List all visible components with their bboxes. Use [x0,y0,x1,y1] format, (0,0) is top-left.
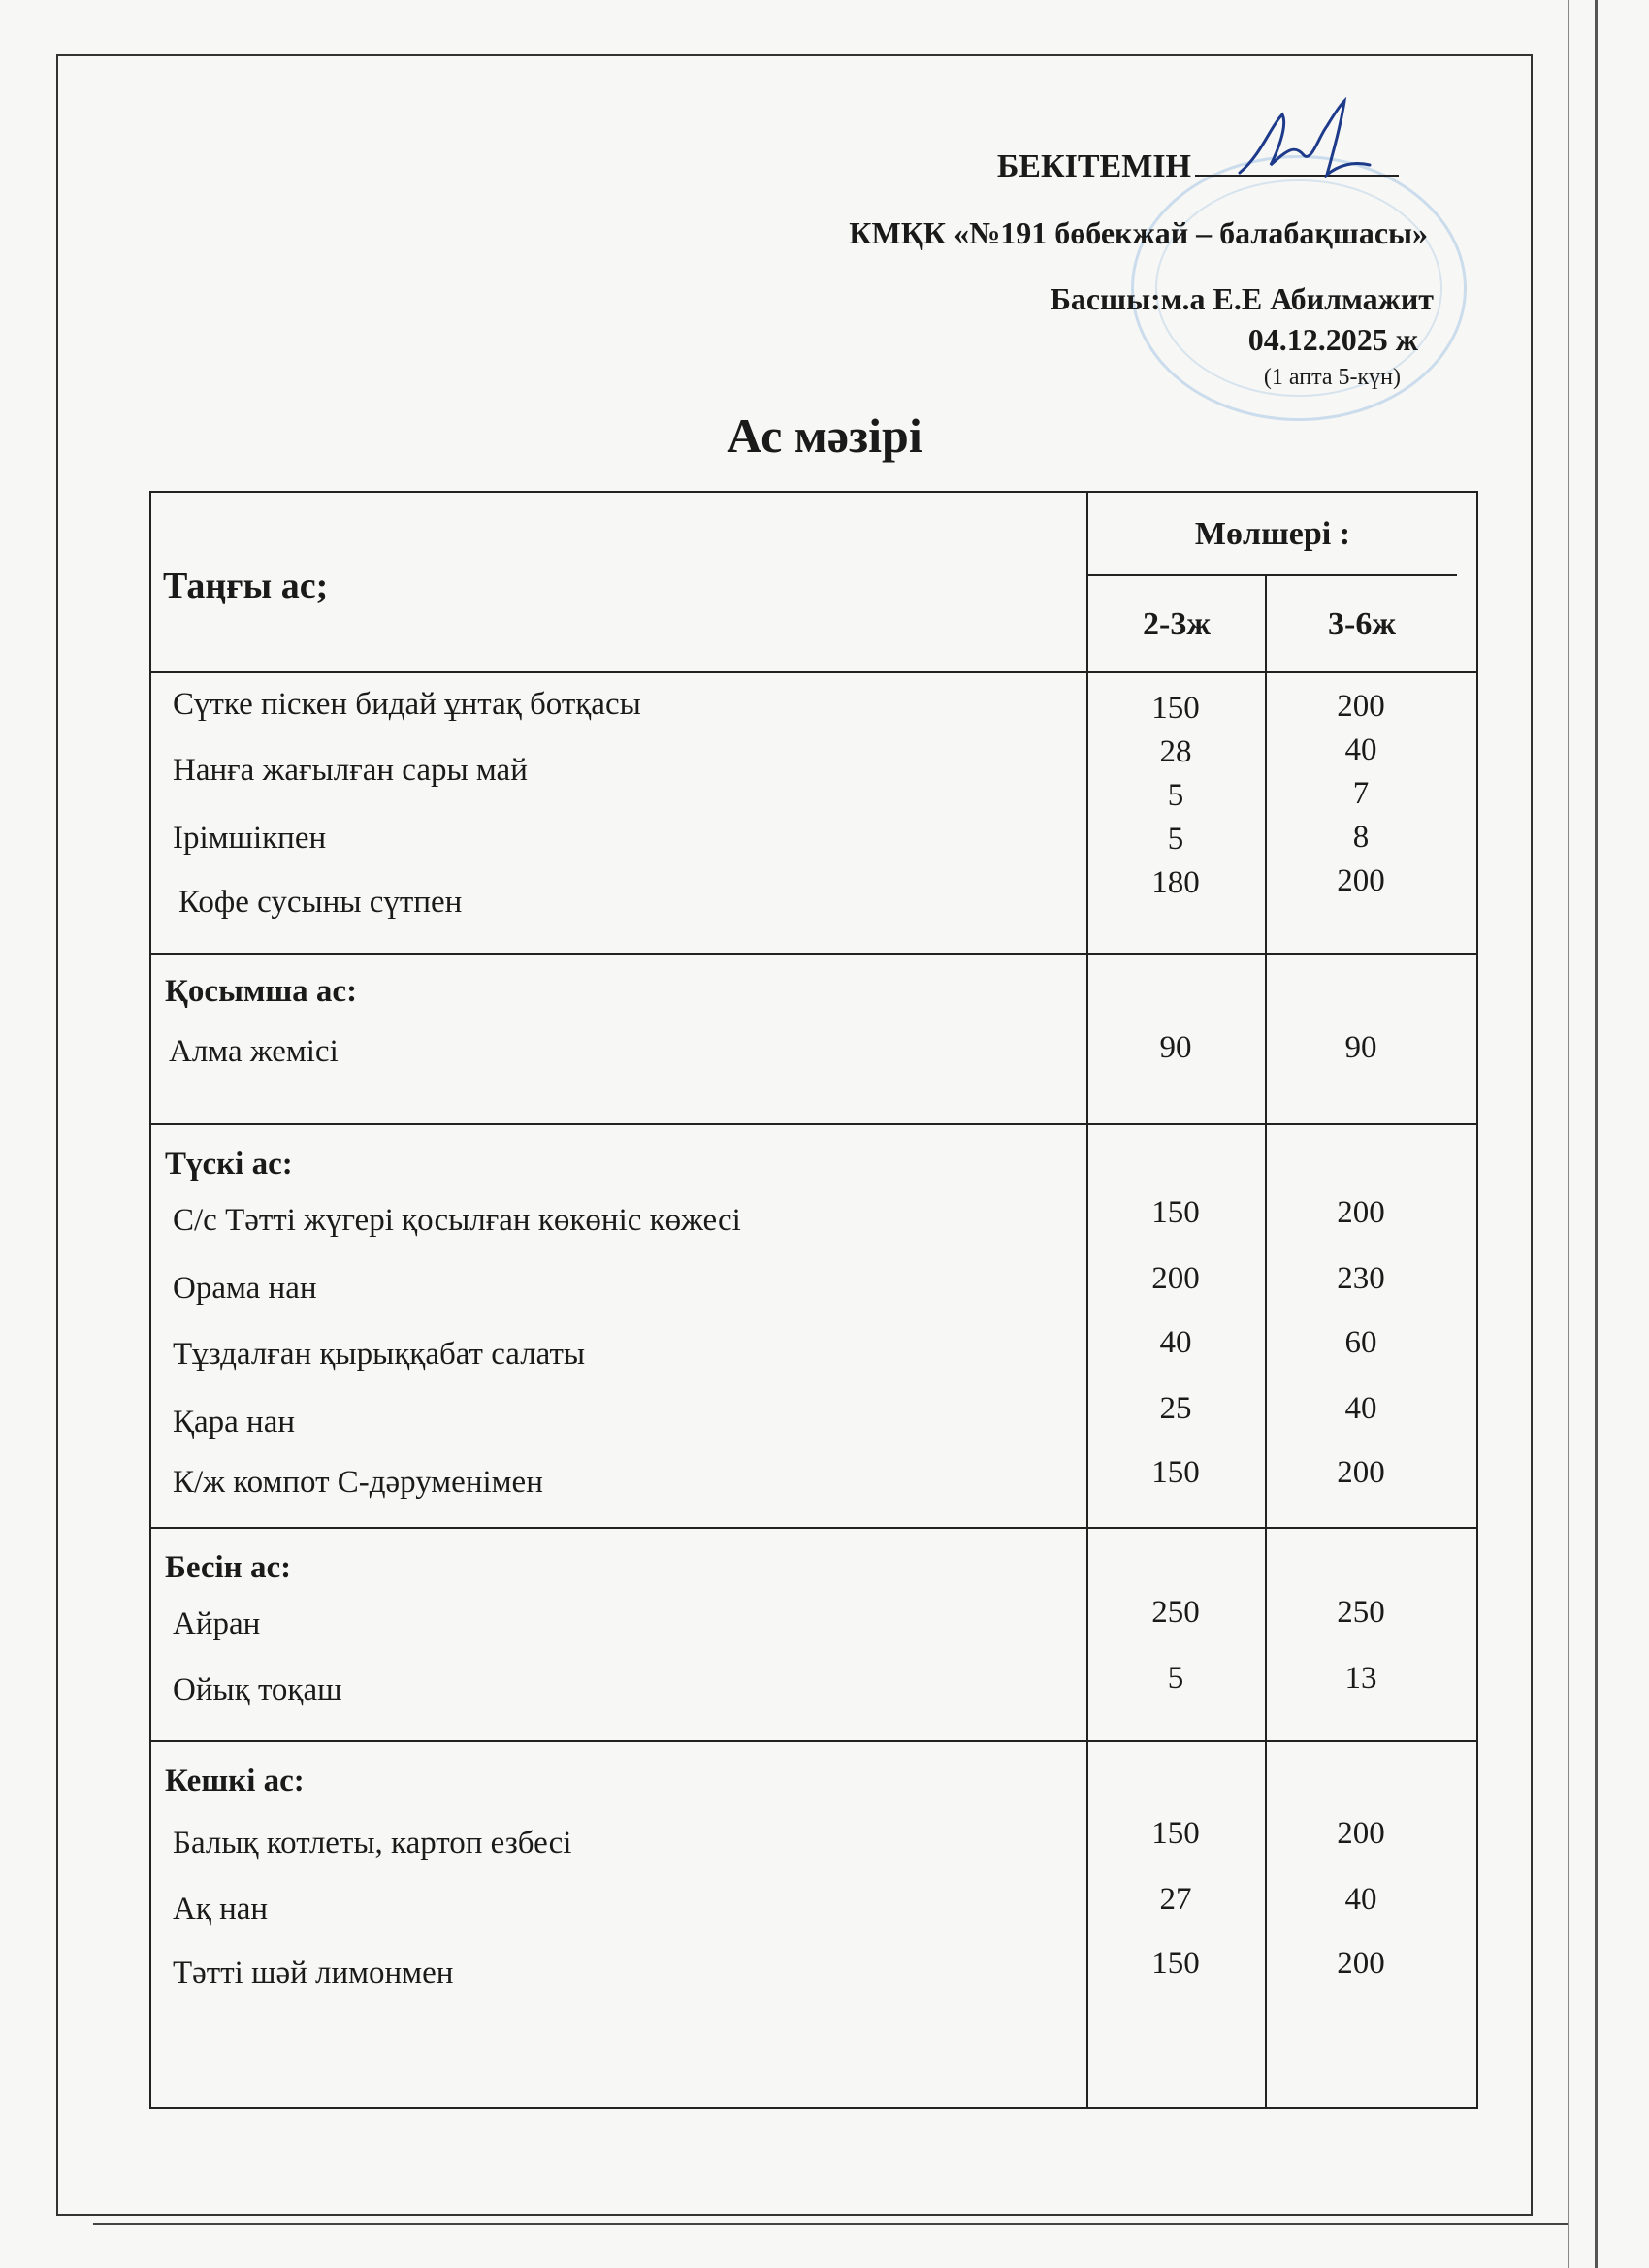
breakfast-title: Таңғы ас; [163,566,329,606]
afternoon-title: Бесін ас: [165,1550,292,1585]
afternoon-section [149,1527,1478,1740]
quantity-value: 150 [1151,1816,1200,1851]
quantity-value: 5 [1167,1661,1184,1696]
list-item: Тәтті шәй лимонмен [173,1956,454,1991]
quantity-value: 200 [1337,1455,1385,1490]
quantity-value: 40 [1344,1391,1377,1426]
list-item: К/ж компот С-дәруменімен [173,1465,543,1500]
quantity-value: 40 [1159,1325,1192,1360]
quantity-value: 180 [1151,865,1200,900]
list-item: Ақ нан [173,1892,269,1927]
week-day: (1 апта 5-күн) [1263,365,1401,390]
page-title: Ас мәзірі [727,408,922,463]
quantity-value: 230 [1337,1261,1385,1296]
quantity-value: 150 [1151,1946,1200,1981]
list-item: Сүтке піскен бидай ұнтақ ботқасы [173,687,641,722]
table-header [149,491,1478,671]
lunch-section [149,1123,1478,1527]
scan-edge-line [1568,0,1569,2268]
quantities-2-3 [1086,687,1265,905]
quantity-value: 200 [1337,1816,1385,1851]
quantities-3-6 [1265,685,1457,903]
quantity-value: 90 [1344,1030,1377,1065]
quantity-value: 5 [1167,778,1184,813]
signature-line [1195,147,1399,177]
list-item: Орама нан [173,1271,317,1306]
quantity-value: 200 [1337,863,1385,898]
quantity-value: 200 [1151,1261,1200,1296]
column-header-3-6: 3-6ж [1265,576,1457,673]
organization-name: КМҚК «№191 бөбекжай – балабақшасы» [849,215,1428,250]
breakfast-section [149,671,1478,953]
head-name: Басшы:м.а Е.Е Абилмажит [1050,281,1434,316]
list-item: С/с Тәтті жүгері қосылған көкөніс көжесі [173,1203,741,1238]
lunch-title: Түскі ас: [165,1147,293,1182]
dinner-title: Кешкі ас: [165,1764,305,1798]
list-item: Балық котлеты, картоп езбесі [173,1826,572,1861]
menu-date: 04.12.2025 ж [1247,322,1418,357]
quantity-value: 200 [1337,1195,1385,1230]
snack-section [149,953,1478,1123]
quantity-value: 40 [1344,732,1377,767]
scan-edge-line [1595,0,1598,2268]
quantity-value: 150 [1151,1195,1200,1230]
quantity-value: 90 [1159,1030,1192,1065]
signature-icon [1232,97,1377,186]
list-item: Ойық тоқаш [173,1672,342,1707]
snack-title: Қосымша ас: [165,974,358,1009]
quantity-value: 13 [1344,1661,1377,1696]
quantity-value: 150 [1151,1455,1200,1490]
approval-line [997,147,1399,185]
column-header-2-3: 2-3ж [1086,576,1265,673]
bottom-line [93,2223,1568,2225]
quantity-value: 5 [1167,822,1184,857]
quantity-value: 250 [1151,1595,1200,1630]
quantity-value: 8 [1352,820,1370,855]
list-item: Қара нан [173,1405,296,1440]
dinner-section [149,1740,1478,2109]
quantity-value: 250 [1337,1595,1385,1630]
quantity-value: 200 [1337,1946,1385,1981]
quantity-value: 28 [1159,734,1192,769]
quantity-value: 27 [1159,1882,1192,1917]
approve-label: БЕКІТЕМІН [996,148,1191,184]
quantity-value: 25 [1159,1391,1192,1426]
quantity-value: 60 [1344,1325,1377,1360]
list-item: Тұздалған қырыққабат салаты [173,1337,586,1372]
quantity-value: 200 [1337,689,1385,724]
list-item: Алма жемісі [169,1034,339,1069]
list-item: Кофе сусыны сүтпен [178,885,463,920]
list-item: Айран [173,1606,261,1641]
list-item: Нанға жағылған сары май [173,753,528,788]
quantity-value: 40 [1344,1882,1377,1917]
quantity-value: 7 [1352,776,1370,811]
quantity-header: Мөлшері : [1086,493,1457,576]
list-item: Ірімшікпен [173,821,327,856]
quantity-value: 150 [1151,691,1200,726]
menu-table [149,491,1478,2109]
